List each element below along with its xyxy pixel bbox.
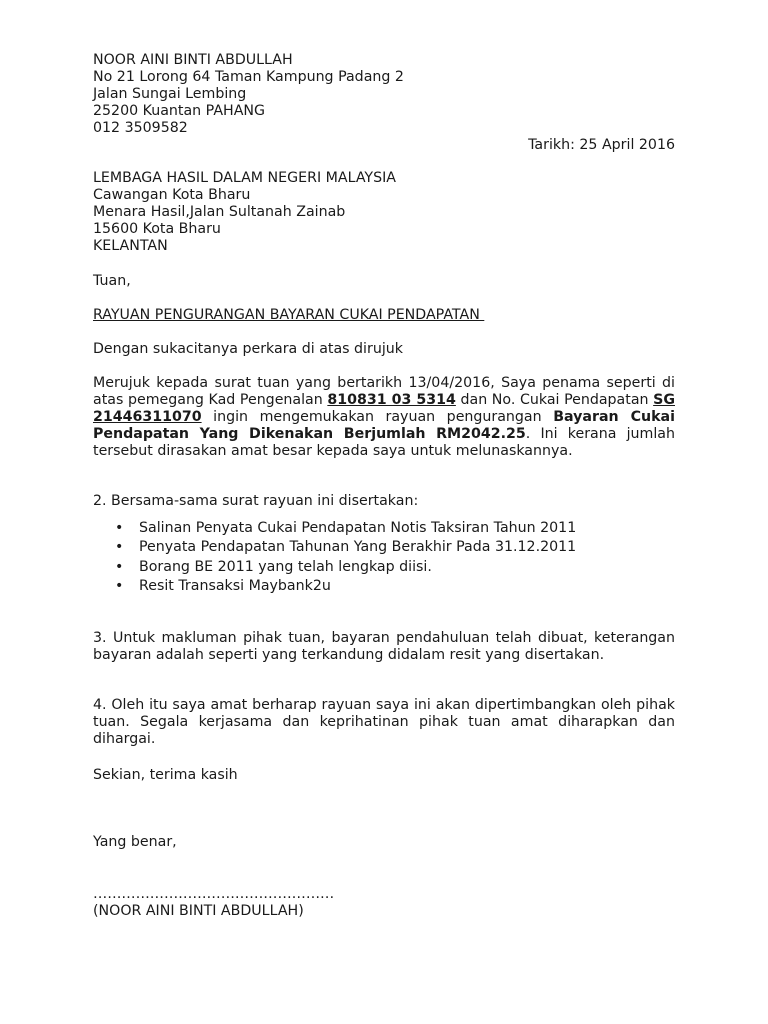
signature-line: ……………………………………………: [93, 886, 335, 902]
list-item: • Borang BE 2011 yang telah lengkap diisi.: [93, 559, 576, 578]
opening-line: Dengan sukacitanya perkara di atas dirujuk: [93, 341, 403, 357]
sender-phone: 012 3509582: [93, 120, 188, 136]
list-item: • Penyata Pendapatan Tahunan Yang Berakhir Pada 31.12.2011: [93, 539, 576, 558]
letter-date: Tarikh: 25 April 2016: [528, 137, 675, 153]
paragraph-2: 2. Bersama-sama surat rayuan ini disertakan:: [93, 493, 419, 509]
sign-off: Yang benar,: [93, 834, 177, 850]
paragraph-1: [93, 375, 675, 460]
paragraph-1-text: ingin mengemukakan rayuan pengurangan: [201, 409, 554, 425]
subject-text: RAYUAN PENGURANGAN BAYARAN CUKAI PENDAPATAN: [93, 307, 485, 323]
recipient-address-line: Menara Hasil,Jalan Sultanah Zainab: [93, 204, 346, 220]
recipient-address-line: KELANTAN: [93, 238, 168, 254]
recipient-address-line: 15600 Kota Bharu: [93, 221, 221, 237]
closing-line: Sekian, terima kasih: [93, 767, 238, 783]
sender-address-line: No 21 Lorong 64 Taman Kampung Padang 2: [93, 69, 404, 85]
sender-name: NOOR AINI BINTI ABDULLAH: [93, 52, 293, 68]
list-item: • Resit Transaksi Maybank2u: [93, 578, 576, 597]
paragraph-1-text: dan No. Cukai Pendapatan: [455, 392, 654, 408]
subject-heading: [93, 307, 675, 324]
salutation: Tuan,: [93, 273, 131, 289]
recipient-address: [93, 170, 675, 255]
tax-number: SG 21446311070: [93, 392, 675, 425]
ic-number: 810831 03 5314: [327, 392, 456, 408]
sender-address-line: 25200 Kuantan PAHANG: [93, 103, 266, 119]
amount-phrase: Bayaran Cukai Pendapatan Yang Dikenakan Berjumlah RM2042.25: [93, 409, 675, 442]
recipient-name: LEMBAGA HASIL DALAM NEGERI MALAYSIA: [93, 170, 396, 186]
paragraph-4: 4. Oleh itu saya amat berharap rayuan saya ini akan dipertimbangkan oleh pihak tuan. Segala kerjasama dan keprihatinan pihak tuan amat diharapkan dan dihargai.: [93, 697, 675, 747]
attachment-list: [93, 520, 576, 597]
sender-address: [93, 52, 675, 137]
sender-address-line: Jalan Sungai Lembing: [93, 86, 247, 102]
signature-name: (NOOR AINI BINTI ABDULLAH): [93, 903, 304, 919]
paragraph-3: 3. Untuk makluman pihak tuan, bayaran pendahuluan telah dibuat, keterangan bayaran adalah seperti yang terkandung didalam resit yang disertakan.: [93, 630, 675, 663]
recipient-address-line: Cawangan Kota Bharu: [93, 187, 251, 203]
list-item: • Salinan Penyata Cukai Pendapatan Notis Taksiran Tahun 2011: [93, 520, 576, 539]
paragraph-1-text: Merujuk kepada surat tuan yang bertarikh 13/04/2016, Saya penama seperti di atas pemegang Kad Pengenalan: [93, 375, 675, 408]
paragraph-1-text: . Ini kerana jumlah tersebut dirasakan amat besar kepada saya untuk melunaskannya.: [93, 426, 675, 459]
